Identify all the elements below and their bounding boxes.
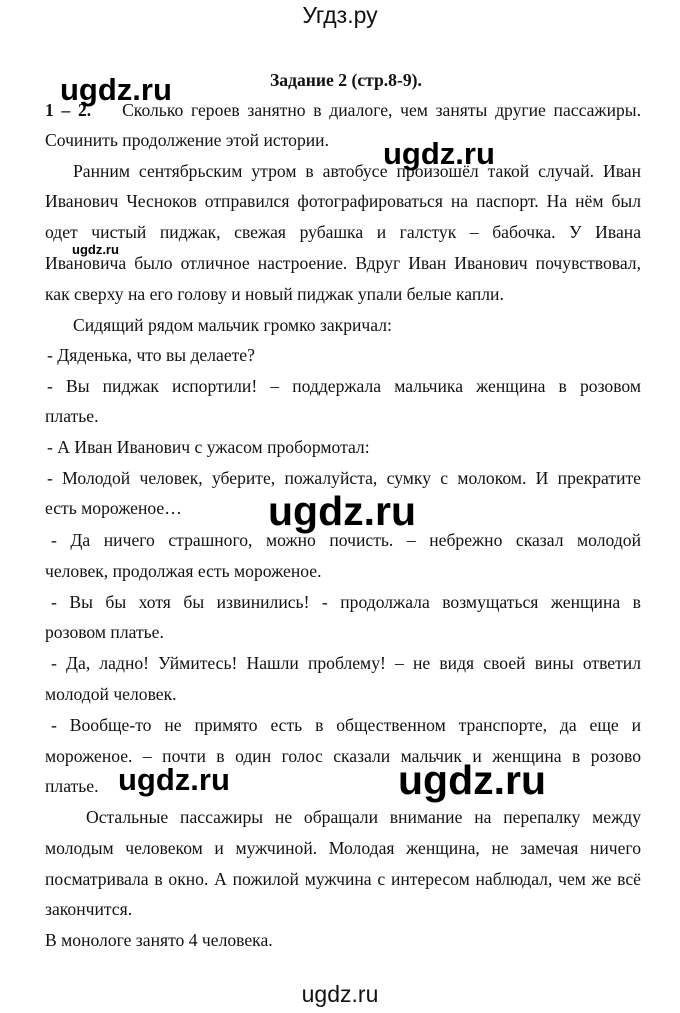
watermark: ugdz.ru: [398, 757, 547, 803]
text-line: одет чистый пиджак, свежая рубашка и галстук – бабочка. У Ивана: [45, 222, 641, 242]
text-line: Сочинить продолжение этой истории.: [45, 130, 329, 150]
text-line: платье.: [45, 406, 99, 426]
watermark: ugdz.ru: [118, 762, 230, 797]
text-line: Иванович Чесноков отправился фотографироваться на паспорт. На нём был: [45, 191, 641, 211]
site-footer: ugdz.ru: [301, 981, 379, 1007]
watermark: ugdz.ru: [60, 72, 172, 107]
text-line: розовом платье.: [45, 622, 164, 642]
text-line: молодым человеком и мужчиной. Молодая женщина, не замечая ничего: [45, 838, 641, 858]
dialogue-line: - Да, ладно! Уймитесь! Нашли проблему! – не видя своей вины ответил: [51, 653, 641, 673]
dialogue-line: - Молодой человек, уберите, пожалуйста, сумку с молоком. И прекратите: [47, 468, 641, 488]
dialogue-line: - Да ничего страшного, можно почисть. – небрежно сказал молодой: [51, 530, 641, 550]
text-line: есть мороженое…: [45, 498, 182, 518]
task-number: 1 – 2.: [45, 100, 92, 120]
text-line: мороженое. – почти в один голос сказали мальчик и женщина в розово: [45, 746, 641, 766]
site-header: Угдз.ру: [302, 2, 378, 28]
text-line: как сверху на его голову и новый пиджак упали белые капли.: [45, 284, 504, 304]
watermark: ugdz.ru: [72, 242, 119, 257]
dialogue-line: - Вы пиджак испортили! – поддержала мальчика женщина в розовом: [47, 376, 641, 396]
dialogue-line: - Дяденька, что вы делаете?: [47, 345, 255, 365]
text-line: посматривала в окно. А пожилой мужчина с интересом наблюдал, чем же всё: [45, 869, 641, 889]
text-line: закончится.: [45, 899, 133, 919]
text-line: Ранним сентябрьским утром в автобусе произошёл такой случай. Иван: [73, 161, 641, 181]
text-line: Ивановича было отличное настроение. Вдруг Иван Иванович почувствовал,: [45, 253, 641, 273]
text-line: молодой человек.: [45, 684, 177, 704]
text-line: Сидящий рядом мальчик громко закричал:: [73, 315, 392, 335]
task-heading: Задание 2 (стр.8-9).: [270, 70, 422, 90]
text-line-content: Сколько героев занятно в диалоге, чем заняты другие пассажиры.: [122, 100, 642, 120]
dialogue-line: - Вы бы хотя бы извинились! - продолжала возмущаться женщина в: [51, 592, 641, 612]
dialogue-line: - А Иван Иванович с ужасом пробормотал:: [47, 437, 370, 457]
watermark: ugdz.ru: [383, 136, 495, 171]
text-line: человек, продолжая есть мороженое.: [45, 561, 322, 581]
text-line: платье.: [45, 776, 99, 796]
dialogue-line: - Вообще-то не примято есть в общественном транспорте, да еще и: [51, 715, 641, 735]
text-line: В монологе занято 4 человека.: [45, 930, 273, 950]
text-line: Остальные пассажиры не обращали внимание на перепалку между: [86, 807, 641, 827]
watermark: ugdz.ru: [268, 488, 417, 534]
